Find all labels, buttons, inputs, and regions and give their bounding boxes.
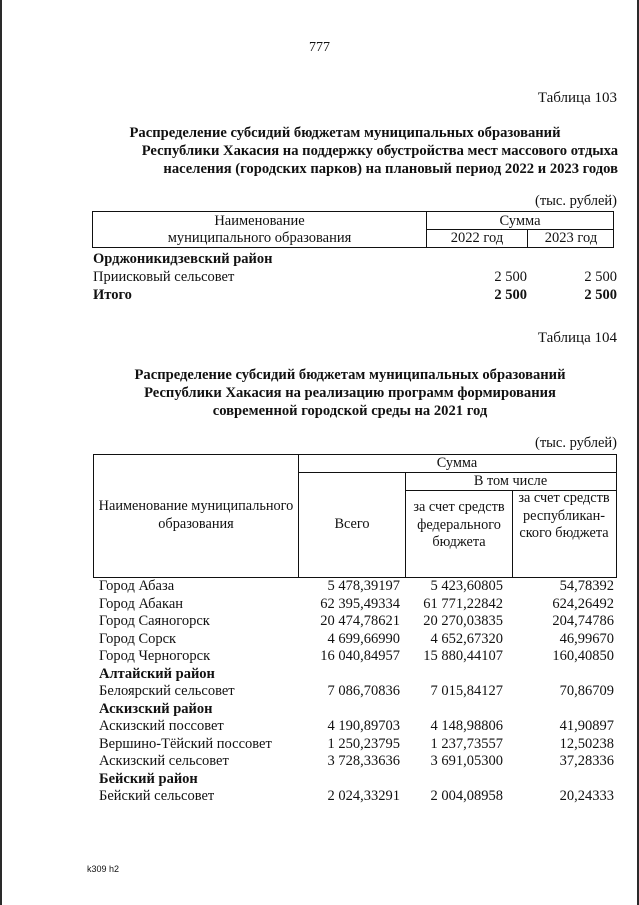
value-republican: 624,26492 [552,595,614,612]
value-2023: 2 500 [584,287,617,303]
row-name: Белоярский сельсовет [99,683,235,699]
table-row [99,578,614,596]
table-row [99,683,614,701]
table-row [99,613,614,631]
title-line: Республики Хакасия на поддержку обустройства мест массового отдыха [141,143,618,159]
table-row [99,736,614,754]
table-row-district [99,701,614,719]
table-103-units: (тыс. рублей) [535,193,617,209]
value-republican: 12,50238 [559,735,614,752]
title-line: Распределение субсидий бюджетам муниципальных образований [129,125,561,141]
row-name: Аскизский поссовет [99,718,224,734]
column-divider [512,490,513,577]
value-republican: 70,86709 [559,683,614,699]
table-row-district [99,666,614,684]
header-federal: за счет средств федерального бюджета [413,499,505,550]
row-name: Итого [93,287,132,303]
table-103-header [92,211,614,248]
value-federal: 2 004,08958 [430,788,503,804]
value-republican: 54,78392 [559,578,614,594]
row-name: Бейский район [99,770,198,787]
title-line: Распределение субсидий бюджетам муниципальных образований [134,367,566,383]
table-row-total [93,286,617,304]
title-line: населения (городских парков) на плановый период 2022 и 2023 годов [163,161,618,177]
value-federal: 15 880,44107 [423,648,503,664]
row-name: Город Черногорск [99,648,211,664]
header-name: Наименование муниципального образования [98,498,294,532]
row-name: Аскизский район [99,700,213,717]
table-row [99,631,614,649]
value-republican: 37,28336 [559,753,614,769]
row-name: Бейский сельсовет [99,788,215,804]
row-name: Город Абакан [99,595,184,612]
value-total: 4 190,89703 [327,718,400,734]
value-federal: 61 771,22842 [423,595,503,612]
row-name: Город Абаза [99,578,175,594]
header-including: В том числе [473,473,548,489]
value-total: 1 250,23795 [327,735,400,752]
value-federal: 4 652,67320 [430,630,503,647]
value-republican: 20,24333 [559,788,614,804]
table-104-units: (тыс. рублей) [535,435,617,451]
value-total: 5 478,39197 [327,578,400,594]
table-row [99,648,614,666]
value-total: 3 728,33636 [327,753,400,769]
row-name: Алтайский район [99,665,215,682]
row-name: Город Сорск [99,630,177,647]
value-total: 2 024,33291 [327,788,400,804]
header-year-2022: 2022 год [450,230,504,246]
table-row [93,268,617,286]
value-federal: 5 423,60805 [430,578,503,594]
table-104-label: Таблица 104 [537,330,617,346]
table-row [99,788,614,806]
header-year-2023: 2023 год [544,230,598,246]
title-line: современной городской среды на 2021 год [212,403,488,419]
header-name-line2: муниципального образования [167,230,352,246]
table-104-header [93,454,617,578]
value-total: 62 395,49334 [320,595,400,612]
value-2022: 2 500 [494,287,527,303]
table-103-label: Таблица 103 [537,90,617,106]
row-name: Город Саяногорск [99,613,210,629]
value-federal: 1 237,73557 [430,735,503,752]
table-row-district [99,771,614,789]
value-federal: 20 270,03835 [423,613,503,629]
table-104-title [95,366,605,420]
table-row [99,596,614,614]
value-2022: 2 500 [494,269,527,285]
table-row [93,250,617,268]
table-103-title [80,124,620,178]
value-federal: 7 015,84127 [430,683,503,699]
header-republican: за счет средств республикан-ского бюджета [518,490,610,541]
header-sum: Сумма [499,213,541,229]
scan-edge-left [0,0,2,905]
header-name-line1: Наименование [214,213,305,229]
header-sum: Сумма [436,455,478,471]
value-republican: 46,99670 [559,630,614,647]
footer-code: k309 h2 [87,864,120,874]
page-number: 777 [309,40,330,55]
row-name: Орджоникидзевский район [93,251,273,267]
header-total: Всего [334,516,370,532]
value-republican: 41,90897 [559,718,614,734]
row-name: Приисковый сельсовет [93,269,235,285]
value-2023: 2 500 [584,269,617,285]
value-total: 4 699,66990 [327,630,400,647]
value-total: 7 086,70836 [327,683,400,699]
value-federal: 4 148,98806 [430,718,503,734]
value-total: 16 040,84957 [320,648,400,664]
title-line: Республики Хакасия на реализацию программ формирования [144,385,556,401]
value-federal: 3 691,05300 [430,753,503,769]
row-name: Вершино-Тёйский поссовет [99,735,272,752]
value-republican: 204,74786 [552,613,614,629]
table-row [99,753,614,771]
row-name: Аскизский сельсовет [99,753,229,769]
value-total: 20 474,78621 [320,613,400,629]
table-row [99,718,614,736]
value-republican: 160,40850 [552,648,614,664]
